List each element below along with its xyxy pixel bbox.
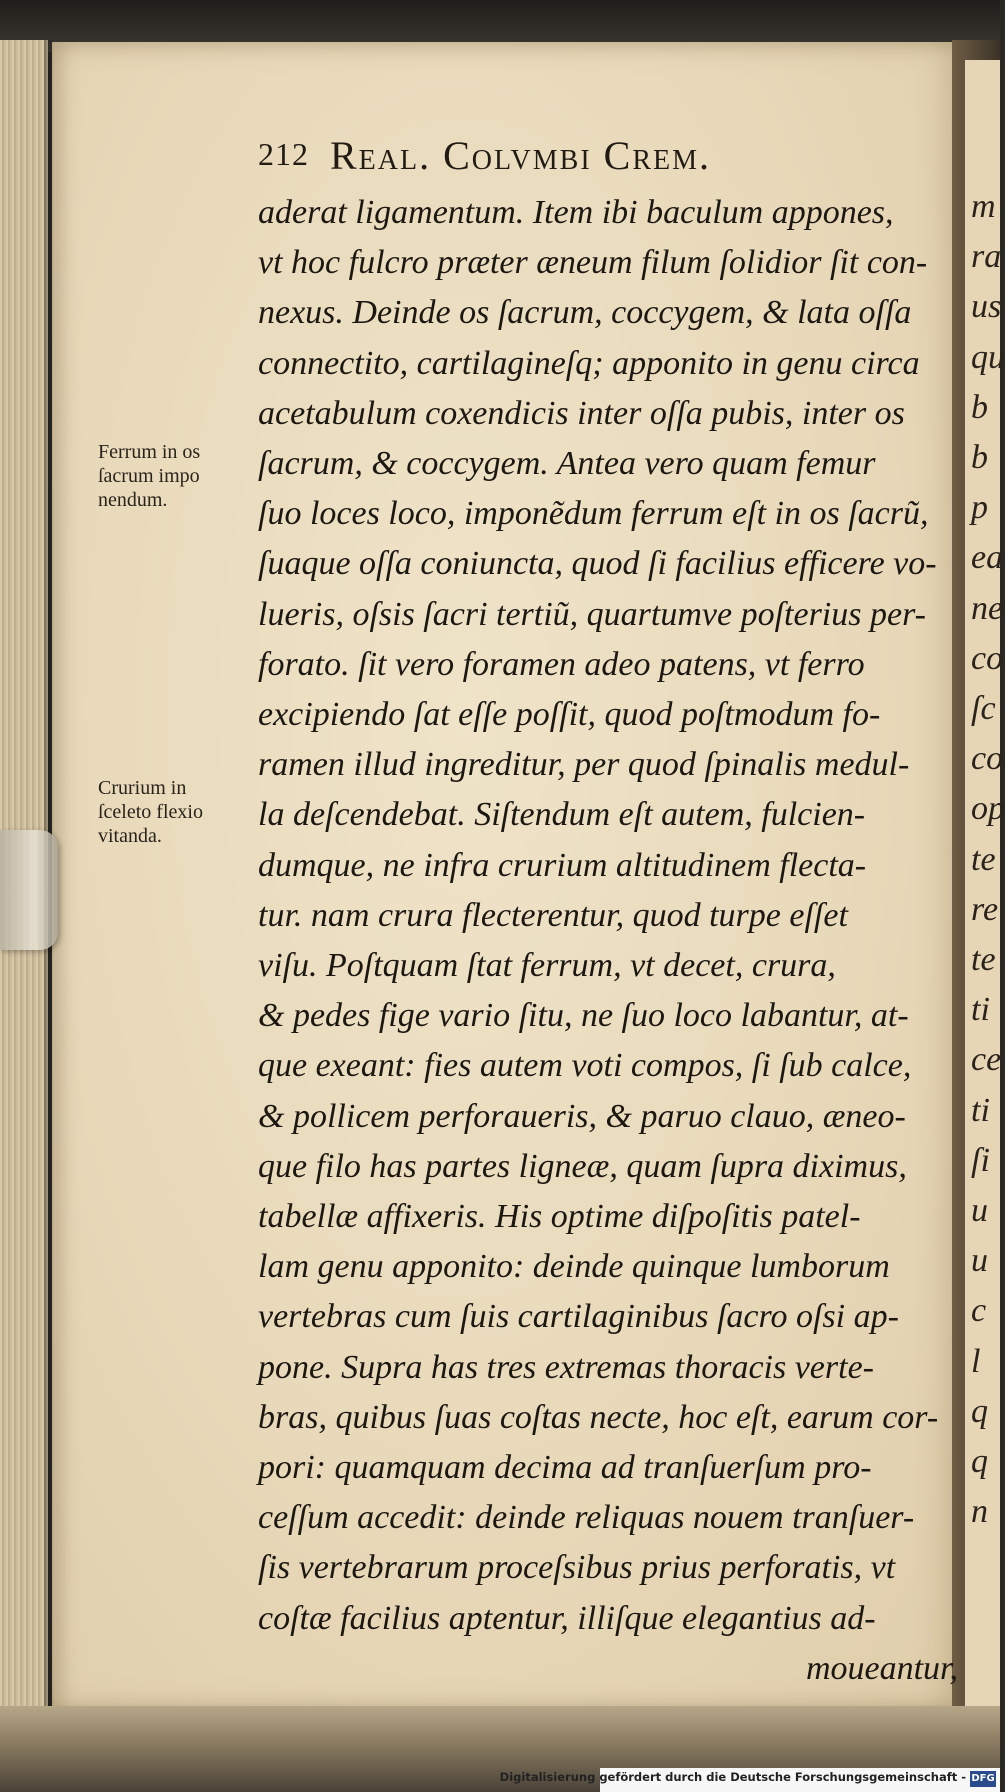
facing-page-text: ea bbox=[971, 539, 1004, 577]
margin-note-line: ſceleto flexio bbox=[98, 801, 203, 823]
facing-page-text: ne bbox=[971, 589, 1004, 627]
facing-page-text: op bbox=[971, 790, 1005, 828]
text-line: connectito, cartilagineſq; apponito in genu circa bbox=[258, 344, 920, 382]
text-line: forato. ſit vero foramen adeo patens, vt ferro bbox=[258, 645, 865, 683]
dfg-logo: DFG bbox=[970, 1771, 996, 1787]
facing-page-text: te bbox=[971, 941, 996, 978]
text-line: viſu. Poſtquam ſtat ferrum, vt decet, crura, bbox=[258, 947, 836, 984]
facing-page-text: te bbox=[971, 840, 996, 878]
text-line: vt hoc fulcro præter æneum filum ſolidior ſit con- bbox=[258, 244, 928, 282]
text-line: bras, quibus ſuas coſtas necte, hoc eſt, earum cor- bbox=[258, 1398, 939, 1436]
facing-page-text: b bbox=[971, 439, 988, 476]
facing-page-text: n bbox=[971, 1493, 988, 1531]
facing-page-text: ce bbox=[971, 1041, 1002, 1079]
facing-page-text: u bbox=[971, 1242, 988, 1280]
page-clip bbox=[0, 830, 58, 950]
facing-page-text: c bbox=[971, 1292, 987, 1330]
margin-note-line: Ferrum in os bbox=[98, 441, 201, 463]
facing-page-text: co bbox=[971, 740, 1004, 778]
facing-page-text: q bbox=[971, 1392, 988, 1430]
digitization-footer bbox=[499, 1768, 1000, 1792]
text-line: aderat ligamentum. Item ibi baculum appones, bbox=[258, 194, 894, 231]
facing-page-text: q bbox=[971, 1443, 988, 1480]
facing-page-text: ſc bbox=[971, 690, 996, 727]
margin-note-crurium bbox=[98, 776, 258, 848]
facing-page-text: qu bbox=[971, 338, 1005, 376]
facing-page-text: ra bbox=[971, 238, 1002, 276]
margin-note-line: vitanda. bbox=[98, 825, 162, 847]
text-line: ceſſum accedit: deinde reliquas nouem tranſuer- bbox=[258, 1499, 915, 1537]
text-line: que exeant: fies autem voti compos, ſi ſub calce, bbox=[258, 1047, 912, 1085]
funding-credit: Digitalisierung gefördert durch die Deutsche Forschungsgemeinschaft - bbox=[499, 1770, 966, 1784]
text-line: ſuo loces loco, imponẽdum ferrum eſt in os ſacrũ, bbox=[258, 495, 929, 533]
text-line: que filo has partes ligneæ, quam ſupra diximus, bbox=[258, 1147, 907, 1185]
text-line: nexus. Deinde os ſacrum, coccygem, & lata oſſa bbox=[258, 294, 912, 332]
facing-page-text: us bbox=[971, 288, 1002, 326]
facing-page-text: l bbox=[971, 1342, 981, 1380]
text-line: lueris, oſsis ſacri tertiũ, quartumve poſterius per- bbox=[258, 595, 926, 633]
facing-page-text: ſi bbox=[971, 1141, 990, 1179]
facing-page-text: b bbox=[971, 388, 988, 426]
page-header bbox=[258, 132, 958, 178]
facing-page-text: ti bbox=[971, 991, 990, 1029]
text-line: moueantur, bbox=[805, 1649, 958, 1687]
text-line: tabellæ affixeris. His optime diſpoſitis patel- bbox=[258, 1198, 861, 1235]
text-line: ſacrum, & coccygem. Antea vero quam femur bbox=[258, 445, 876, 482]
margin-note-ferrum bbox=[98, 440, 258, 512]
text-line: acetabulum coxendicis inter oſſa pubis, inter os bbox=[258, 394, 905, 432]
text-line: pone. Supra has tres extremas thoracis verte- bbox=[258, 1348, 874, 1386]
running-head: Real. Colvmbi Crem. bbox=[330, 133, 712, 178]
margin-note-line: ſacrum impo bbox=[98, 465, 200, 487]
facing-page-text: re bbox=[971, 890, 999, 928]
facing-page-text: ti bbox=[971, 1091, 990, 1129]
facing-page-text: p bbox=[971, 489, 988, 527]
text-line: la deſcendebat. Siſtendum eſt autem, fulcien- bbox=[258, 796, 866, 834]
facing-page-text: m bbox=[971, 188, 996, 225]
facing-page-fragment bbox=[965, 60, 1005, 1710]
text-line: ramen illud ingreditur, per quod ſpinalis medul- bbox=[258, 746, 910, 784]
margin-note-line: Crurium in bbox=[98, 777, 187, 799]
text-line: ſuaque oſſa coniuncta, quod ſi facilius efficere vo- bbox=[258, 545, 937, 583]
text-line: tur. nam crura flecterentur, quod turpe eſſet bbox=[258, 896, 848, 934]
text-line: vertebras cum ſuis cartilaginibus ſacro oſsi ap- bbox=[258, 1298, 899, 1336]
text-line: excipiendo ſat eſſe poſſit, quod poſtmodum fo- bbox=[258, 696, 881, 733]
text-line: lam genu apponito: deinde quinque lumborum bbox=[258, 1248, 890, 1286]
text-line: ſis vertebrarum proceſsibus prius perforatis, vt bbox=[258, 1549, 896, 1587]
text-line: pori: quamquam decima ad tranſuerſum pro- bbox=[258, 1449, 872, 1486]
margin-note-line: nendum. bbox=[98, 489, 168, 511]
page-number: 212 bbox=[258, 136, 309, 172]
text-line: dumque, ne infra crurium altitudinem flecta- bbox=[258, 846, 867, 884]
text-line: coſtæ facilius aptentur, illiſque elegantius ad- bbox=[258, 1599, 876, 1637]
text-line: & pedes fige vario ſitu, ne ſuo loco labantur, at- bbox=[258, 997, 909, 1035]
facing-page-text: co bbox=[971, 639, 1004, 677]
text-line: & pollicem perforaueris, & paruo clauo, æneo- bbox=[258, 1097, 906, 1135]
facing-page-text: u bbox=[971, 1192, 988, 1229]
